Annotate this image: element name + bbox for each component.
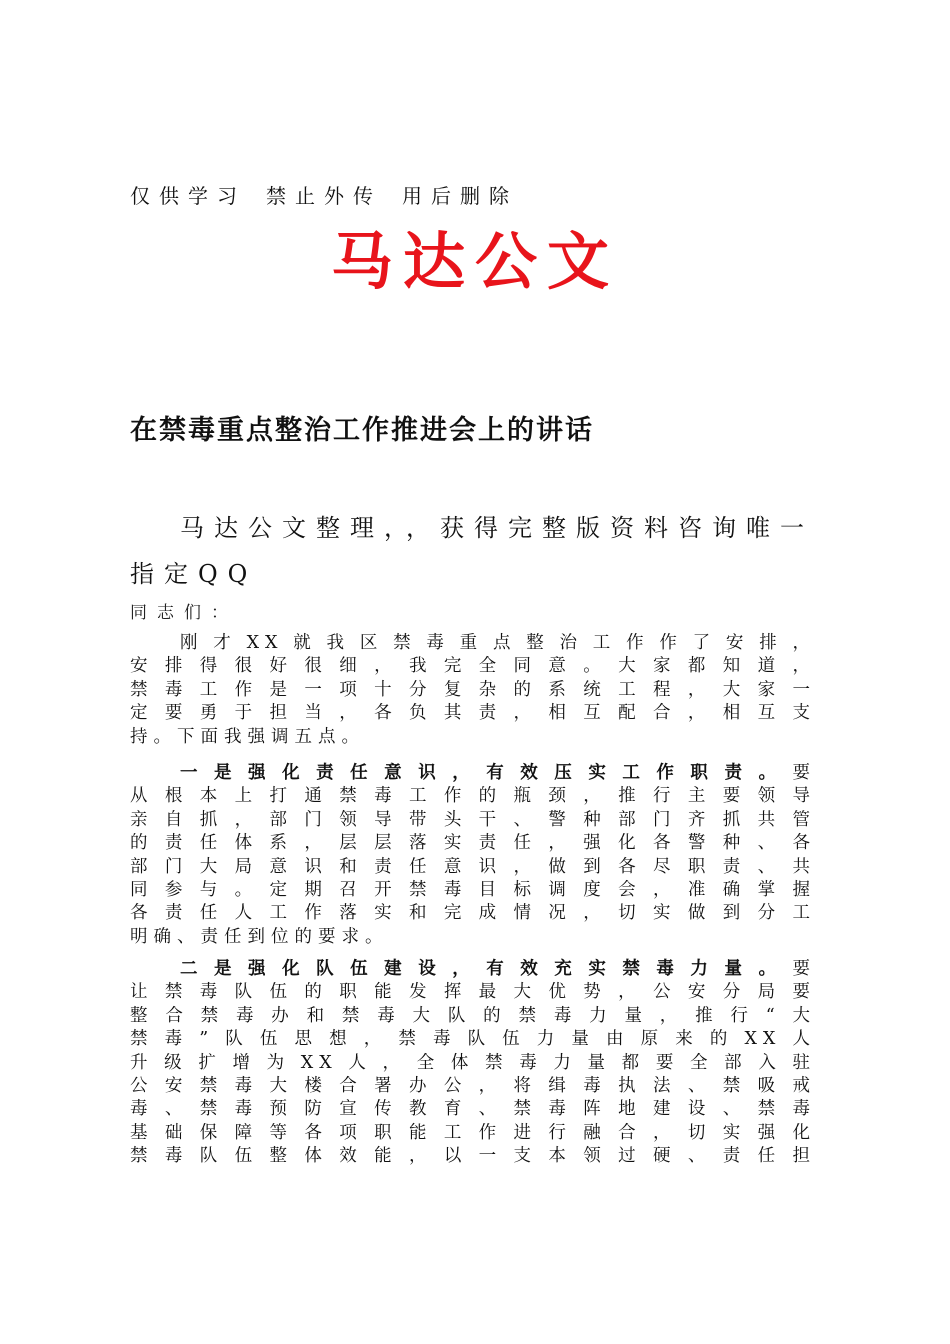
- usage-notice: [130, 180, 538, 209]
- paragraph-line: 部门大局意识和责任意识，做到各尽职责、共: [130, 856, 816, 877]
- paragraph-point-two: [130, 958, 816, 1169]
- paragraph-line: 从根本上打通禁毒工作的瓶颈，推行主要领导: [130, 786, 816, 807]
- paragraph-line: 禁毒工作是一项十分复杂的系统工程，大家一: [130, 679, 816, 700]
- paragraph-line: [130, 762, 816, 785]
- notice-no-distribution: 禁止外传: [266, 184, 382, 208]
- intro-line-2: 指定QQ: [130, 560, 258, 588]
- paragraph-line: [130, 958, 816, 981]
- paragraph-line: 禁毒”队伍思想，禁毒队伍力量由原来的XX人: [130, 1029, 816, 1050]
- paragraph-line: 刚才XX就我区禁毒重点整治工作作了安排，: [180, 633, 816, 653]
- salutation: 同志们：: [130, 603, 238, 623]
- document-title: 在禁毒重点整治工作推进会上的讲话: [130, 415, 594, 446]
- intro-line-1: 马达公文整理，，获得完整版资料咨询唯一: [180, 514, 814, 542]
- paragraph-line: 整合禁毒办和禁毒大队的禁毒力量，推行“大: [130, 1005, 816, 1026]
- paragraph-line: 定要勇于担当，各负其责，相互配合，相互支: [130, 703, 816, 724]
- paragraph-line: 同参与。定期召开禁毒目标调度会，准确掌握: [130, 880, 816, 901]
- point-one-heading: 一是强化责任意识，有效压实工作职责。: [180, 763, 793, 783]
- paragraph-point-one: [130, 762, 816, 949]
- paragraph-line: 让禁毒队伍的职能发挥最大优势，公安分局要: [130, 982, 816, 1003]
- point-two-lead: 要: [792, 959, 816, 979]
- intro-paragraph: [130, 505, 820, 597]
- paragraph-line: 公安禁毒大楼合署办公，将缉毒执法、禁吸戒: [130, 1076, 816, 1097]
- paragraph-line: 持。下面我强调五点。: [130, 726, 365, 747]
- paragraph-line: 禁毒队伍整体效能，以一支本领过硬、责任担: [130, 1146, 816, 1167]
- notice-study-only: 仅供学习: [130, 184, 246, 208]
- paragraph-line: 安排得很好很细，我完全同意。大家都知道，: [130, 656, 816, 677]
- paragraph-line: 各责任人工作落实和完成情况，切实做到分工: [130, 903, 816, 924]
- paragraph-line: 毒、禁毒预防宣传教育、禁毒阵地建设、禁毒: [130, 1099, 816, 1120]
- paragraph-line: 的责任体系，层层落实责任，强化各警种、各: [130, 833, 816, 854]
- brand-logo-text: 马达公文: [330, 225, 619, 298]
- point-two-heading: 二是强化队伍建设，有效充实禁毒力量。: [180, 959, 793, 979]
- notice-delete-after-use: 用后删除: [402, 184, 518, 208]
- paragraph-line: 基础保障等各项职能工作进行融合，切实强化: [130, 1122, 816, 1143]
- paragraph-opening: [130, 632, 816, 749]
- paragraph-line: 明确、责任到位的要求。: [130, 926, 389, 947]
- point-one-lead: 要: [792, 763, 816, 783]
- paragraph-line: 升级扩增为XX人，全体禁毒力量都要全部入驻: [130, 1052, 816, 1073]
- paragraph-line: 亲自抓，部门领导带头干、警种部门齐抓共管: [130, 809, 816, 830]
